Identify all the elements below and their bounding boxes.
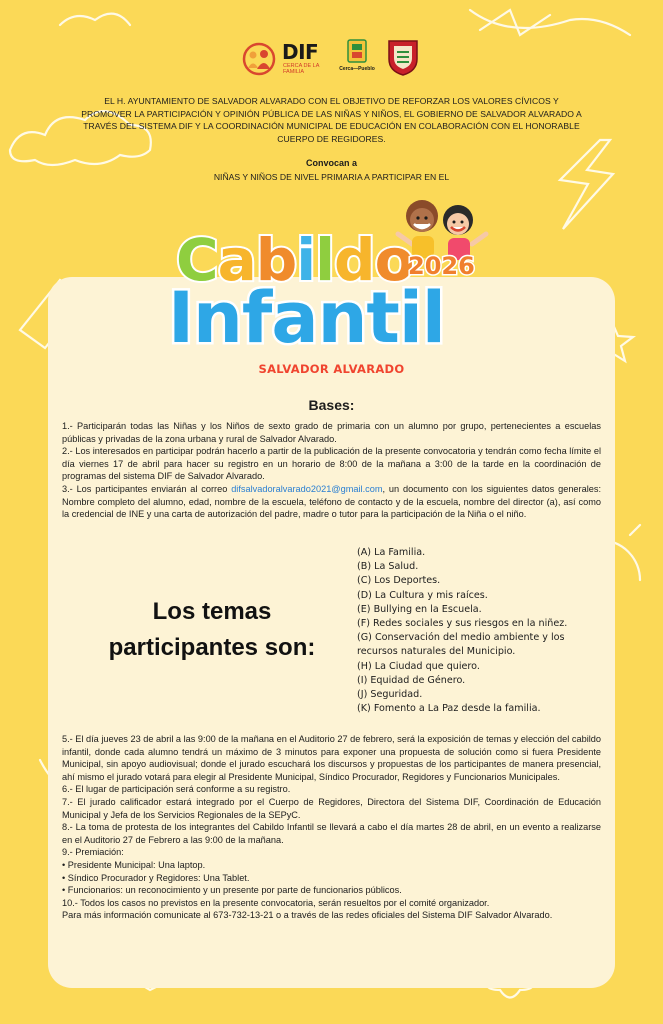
base-item-5: 5.- El día jueves 23 de abril a las 9:00 de la mañana en el Auditorio 27 de febrero, será la exposición de temas y elección del cabildo infantil, donde cada alumno tendrá un máximo de 3 minutos para exponer una propuesta de solución como si fuera Presidente Municipal, sin apoyo audiovisual; donde el jurado escuchará los discursos y propuestas de los participantes de manera presencial, ahí mismo el jurado votará para elegir al Presidente Municipal, Síndico Procurador, Regidores y Funcionarios Municipales. [62,734,601,782]
municipio-name: SALVADOR ALVARADO [258,362,405,376]
tema-item: (B) La Salud. [357,561,419,573]
contact-email-link[interactable]: difsalvadoralvarado2021@gmail.com [231,483,383,494]
dirigido-text: NIÑAS Y NIÑOS DE NIVEL PRIMARIA A PARTICIPAR EN EL [213,172,450,182]
tema-item: (I) Equidad de Género. [357,674,466,686]
tema-item: (F) Redes sociales y sus riesgos en la niñez. [357,618,568,630]
intro-text: EL H. AYUNTAMIENTO DE SALVADOR ALVARADO CON EL OBJETIVO DE REFORZAR LOS VALORES CÍVICOS Y PROMOVER LA PARTICIPACIÓN Y OPINIÓN PÚBLICA DE LAS NIÑAS Y NIÑOS, EL GOBIERNO DE SALVADOR ALVARADO A TRAVÉS DEL SISTEMA DIF Y LA COORDINACIÓN MUNICIPAL DE EDUCACIÓN EN COLABORACIÓN CON EL HONORABLE CUERPO DE REGIDORES. [81,96,582,144]
title-letter: l [315,226,335,294]
title-infantil: Infantil [168,277,445,359]
title-letter: o [374,226,414,294]
title-letter: a [217,226,256,294]
base-item-3 [62,483,601,521]
convocan-label: Convocan a [305,158,357,168]
base-item-3-after: , un documento con los siguientes datos generales: Nombre completo del alumno, edad, nombre de la escuela, teléfono de contacto y de la escuela, nombre del director (a), así como la credencial de INE y una carta de autorización del padre, madre o tutor para la participación de la Niña o el niño. [62,483,602,520]
premio-sindico: • Síndico Procurador y Regidores: Una Tablet. [62,872,250,883]
logo-row [0,38,663,84]
dif-name: DIF [282,40,319,64]
title-letter: i [296,226,316,294]
base-item-9: 9.- Premiación: [62,847,124,858]
base-item-2: 2.- Los interesados en participar podrán hacerlo a partir de la publicación de la presente convocatoria y tendrán como fecha límite el día viernes 17 de abril para hacer su registro en un horario de 8:00 de la mañana a 3:00 de la tarde en la coordinación de programas del sistema DIF de Salvador Alvarado. [62,446,601,482]
tema-item: (K) Fomento a La Paz desde la familia. [357,703,541,715]
base-item-6: 6.- El lugar de participación será conforme a su registro. [62,784,291,795]
title-letter: C [176,226,218,294]
event-title [0,190,663,370]
title-letter: b [255,226,297,294]
tema-item: (H) La Ciudad que quiero. [357,660,480,672]
bases-block-2 [62,733,601,922]
temas-list [357,546,607,716]
tema-item: (C) Los Deportes. [357,575,441,587]
tema-item: (E) Bullying en la Escuela. [357,603,482,615]
bases-heading: Bases: [308,397,355,413]
base-item-10: 10.- Todos los casos no previstos en la presente convocatoria, serán resueltos por el comité organizador. [62,897,490,908]
temas-heading: Los temas participantes son: [108,598,316,661]
dif-family-icon [240,42,278,76]
contact-info: Para más información comunicate al 673-732-13-21 o a través de las redes oficiales del Sistema DIF Salvador Alvarado. [62,910,553,921]
cerca-pueblo-logo [337,38,377,84]
base-item-1: 1.- Participarán todas las Niñas y los Niños de sexto grado de primaria con un alumno por grupo, pertenecientes a escuelas públicas y privadas de la zona urbana y rural de Salvador Alvarado. [62,421,601,444]
base-item-7: 7.- El jurado calificador estará integrado por el Cuerpo de Regidores, Directora del Sistema DIF, Coordinación de Educación Municipal y Jefa de los Servicios Regionales de la SEPyC. [62,796,601,820]
tema-item: (A) La Familia. [357,547,426,558]
bases-block-1 [62,420,601,521]
dif-subtitle: CERCA DE LA FAMILIA [283,63,320,75]
tema-item: (G) Conservación del medio ambiente y los recursos naturales del Municipio. [357,632,565,658]
base-item-3-before: 3.- Los participantes enviarán al correo [62,483,232,494]
cerca-pueblo-label: Cerca—Pueblo [339,66,375,72]
municipal-shield-icon [386,38,420,78]
dif-logo [240,38,330,80]
cerca-pueblo-icon [346,38,368,66]
premio-funcionarios: • Funcionarios: un reconocimiento y un presente por parte de funcionarios públicos. [62,885,402,896]
tema-item: (D) La Cultura y mis raíces. [357,589,488,601]
tema-item: (J) Seguridad. [357,689,423,701]
title-letter: d [334,226,375,294]
title-year: 2026 [408,252,475,280]
premio-presidente: • Presidente Municipal: Una laptop. [62,859,206,870]
base-item-8: 8.- La toma de protesta de los integrantes del Cabildo Infantil se llevará a cabo el día martes 28 de abril, en un evento a realizarse en el Auditorio 27 de Febrero a las 9:00 de la mañana. [62,822,601,845]
